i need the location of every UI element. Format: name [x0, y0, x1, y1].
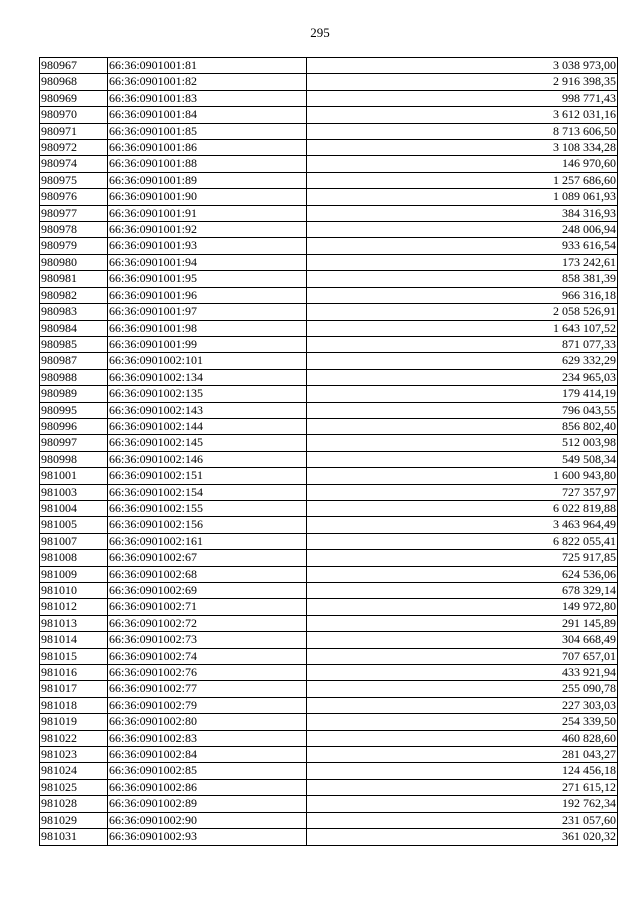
- record-number-cell: 981012: [40, 599, 108, 615]
- record-number-cell: 980979: [40, 238, 108, 254]
- record-number-cell: 980980: [40, 254, 108, 270]
- cadastral-number-cell: 66:36:0901001:92: [108, 222, 307, 238]
- cadastral-value-cell: 966 316,18: [307, 287, 618, 303]
- record-number-cell: 981029: [40, 812, 108, 828]
- table-row: [40, 812, 618, 828]
- table-row: [40, 632, 618, 648]
- cadastral-value-cell: 149 972,80: [307, 599, 618, 615]
- table-row: [40, 222, 618, 238]
- table-row: [40, 550, 618, 566]
- table-row: [40, 533, 618, 549]
- cadastral-value-cell: 725 917,85: [307, 550, 618, 566]
- cadastral-value-cell: 173 242,61: [307, 254, 618, 270]
- record-number-cell: 981005: [40, 517, 108, 533]
- cadastral-value-cell: 248 006,94: [307, 222, 618, 238]
- table-row: [40, 435, 618, 451]
- cadastral-number-cell: 66:36:0901001:91: [108, 205, 307, 221]
- record-number-cell: 981025: [40, 779, 108, 795]
- cadastral-number-cell: 66:36:0901002:90: [108, 812, 307, 828]
- table-row: [40, 304, 618, 320]
- cadastral-value-cell: 796 043,55: [307, 402, 618, 418]
- cadastral-number-cell: 66:36:0901001:99: [108, 336, 307, 352]
- cadastral-value-cell: 2 916 398,35: [307, 74, 618, 90]
- table-row: [40, 484, 618, 500]
- record-number-cell: 981013: [40, 615, 108, 631]
- record-number-cell: 981016: [40, 665, 108, 681]
- cadastral-value-cell: 707 657,01: [307, 648, 618, 664]
- cadastral-number-cell: 66:36:0901001:95: [108, 271, 307, 287]
- cadastral-value-cell: 254 339,50: [307, 714, 618, 730]
- record-number-cell: 980977: [40, 205, 108, 221]
- cadastral-value-cell: 678 329,14: [307, 583, 618, 599]
- cadastral-value-cell: 6 822 055,41: [307, 533, 618, 549]
- cadastral-number-cell: 66:36:0901002:67: [108, 550, 307, 566]
- cadastral-number-cell: 66:36:0901002:89: [108, 796, 307, 812]
- cadastral-value-cell: 234 965,03: [307, 369, 618, 385]
- cadastral-number-cell: 66:36:0901002:151: [108, 468, 307, 484]
- table-row: [40, 763, 618, 779]
- table-row: [40, 402, 618, 418]
- cadastral-number-cell: 66:36:0901001:94: [108, 254, 307, 270]
- cadastral-number-cell: 66:36:0901002:68: [108, 566, 307, 582]
- cadastral-value-cell: 281 043,27: [307, 747, 618, 763]
- cadastral-value-cell: 124 456,18: [307, 763, 618, 779]
- table-row: [40, 648, 618, 664]
- cadastral-value-cell: 1 257 686,60: [307, 172, 618, 188]
- cadastral-number-cell: 66:36:0901001:84: [108, 107, 307, 123]
- cadastral-value-cell: 304 668,49: [307, 632, 618, 648]
- record-number-cell: 981014: [40, 632, 108, 648]
- record-number-cell: 980983: [40, 304, 108, 320]
- record-number-cell: 981019: [40, 714, 108, 730]
- cadastral-number-cell: 66:36:0901002:86: [108, 779, 307, 795]
- cadastral-number-cell: 66:36:0901002:80: [108, 714, 307, 730]
- cadastral-value-cell: 512 003,98: [307, 435, 618, 451]
- cadastral-number-cell: 66:36:0901002:161: [108, 533, 307, 549]
- cadastral-number-cell: 66:36:0901002:143: [108, 402, 307, 418]
- record-number-cell: 980996: [40, 418, 108, 434]
- table-row: [40, 353, 618, 369]
- record-number-cell: 980974: [40, 156, 108, 172]
- record-number-cell: 980988: [40, 369, 108, 385]
- record-number-cell: 980978: [40, 222, 108, 238]
- record-number-cell: 980997: [40, 435, 108, 451]
- cadastral-number-cell: 66:36:0901001:81: [108, 58, 307, 74]
- cadastral-value-cell: 856 802,40: [307, 418, 618, 434]
- record-number-cell: 980970: [40, 107, 108, 123]
- cadastral-value-cell: 227 303,03: [307, 697, 618, 713]
- cadastral-number-cell: 66:36:0901001:93: [108, 238, 307, 254]
- table-row: [40, 238, 618, 254]
- record-number-cell: 981009: [40, 566, 108, 582]
- cadastral-number-cell: 66:36:0901001:88: [108, 156, 307, 172]
- cadastral-number-cell: 66:36:0901002:77: [108, 681, 307, 697]
- table-row: [40, 468, 618, 484]
- table-row: [40, 714, 618, 730]
- cadastral-value-cell: 6 022 819,88: [307, 500, 618, 516]
- table-row: [40, 665, 618, 681]
- cadastral-number-cell: 66:36:0901001:86: [108, 140, 307, 156]
- cadastral-value-cell: 1 600 943,80: [307, 468, 618, 484]
- table-row: [40, 583, 618, 599]
- cadastral-value-cell: 727 357,97: [307, 484, 618, 500]
- table-row: [40, 697, 618, 713]
- record-number-cell: 980998: [40, 451, 108, 467]
- cadastral-number-cell: 66:36:0901002:85: [108, 763, 307, 779]
- table-row: [40, 599, 618, 615]
- cadastral-value-cell: 3 108 334,28: [307, 140, 618, 156]
- cadastral-value-cell: 3 463 964,49: [307, 517, 618, 533]
- table-row: [40, 681, 618, 697]
- record-number-cell: 980987: [40, 353, 108, 369]
- table-row: [40, 205, 618, 221]
- cadastral-number-cell: 66:36:0901002:69: [108, 583, 307, 599]
- cadastral-number-cell: 66:36:0901001:98: [108, 320, 307, 336]
- table-row: [40, 418, 618, 434]
- table-row: [40, 566, 618, 582]
- page-number: 295: [310, 25, 330, 40]
- table-row: [40, 58, 618, 74]
- cadastral-number-cell: 66:36:0901001:89: [108, 172, 307, 188]
- cadastral-number-cell: 66:36:0901002:84: [108, 747, 307, 763]
- record-number-cell: 981015: [40, 648, 108, 664]
- record-number-cell: 981024: [40, 763, 108, 779]
- cadastral-number-cell: 66:36:0901002:93: [108, 829, 307, 845]
- cadastral-value-cell: 998 771,43: [307, 90, 618, 106]
- record-number-cell: 981023: [40, 747, 108, 763]
- record-number-cell: 981001: [40, 468, 108, 484]
- table-row: [40, 189, 618, 205]
- cadastral-number-cell: 66:36:0901002:146: [108, 451, 307, 467]
- cadastral-number-cell: 66:36:0901001:96: [108, 287, 307, 303]
- record-number-cell: 981008: [40, 550, 108, 566]
- cadastral-value-cell: 231 057,60: [307, 812, 618, 828]
- table-row: [40, 156, 618, 172]
- table-row: [40, 254, 618, 270]
- cadastral-value-cell: 2 058 526,91: [307, 304, 618, 320]
- cadastral-value-cell: 146 970,60: [307, 156, 618, 172]
- cadastral-number-cell: 66:36:0901002:155: [108, 500, 307, 516]
- record-number-cell: 981018: [40, 697, 108, 713]
- record-number-cell: 980984: [40, 320, 108, 336]
- cadastral-value-cell: 179 414,19: [307, 386, 618, 402]
- cadastral-number-cell: 66:36:0901002:135: [108, 386, 307, 402]
- cadastral-value-cell: 271 615,12: [307, 779, 618, 795]
- record-number-cell: 981004: [40, 500, 108, 516]
- cadastral-value-cell: 624 536,06: [307, 566, 618, 582]
- record-number-cell: 981022: [40, 730, 108, 746]
- table-row: [40, 74, 618, 90]
- record-number-cell: 981010: [40, 583, 108, 599]
- table-row: [40, 779, 618, 795]
- cadastral-value-cell: 629 332,29: [307, 353, 618, 369]
- table-row: [40, 796, 618, 812]
- table-row: [40, 287, 618, 303]
- cadastral-number-cell: 66:36:0901002:79: [108, 697, 307, 713]
- cadastral-value-cell: 1 089 061,93: [307, 189, 618, 205]
- record-number-cell: 980976: [40, 189, 108, 205]
- cadastral-value-table: [39, 57, 618, 846]
- table-row: [40, 369, 618, 385]
- record-number-cell: 981003: [40, 484, 108, 500]
- table-row: [40, 615, 618, 631]
- cadastral-number-cell: 66:36:0901002:101: [108, 353, 307, 369]
- record-number-cell: 981028: [40, 796, 108, 812]
- table-body: [40, 58, 618, 846]
- record-number-cell: 981031: [40, 829, 108, 845]
- cadastral-number-cell: 66:36:0901002:154: [108, 484, 307, 500]
- cadastral-value-cell: 858 381,39: [307, 271, 618, 287]
- cadastral-number-cell: 66:36:0901002:73: [108, 632, 307, 648]
- table-row: [40, 271, 618, 287]
- table-row: [40, 517, 618, 533]
- cadastral-value-cell: 3 038 973,00: [307, 58, 618, 74]
- record-number-cell: 980981: [40, 271, 108, 287]
- cadastral-number-cell: 66:36:0901002:145: [108, 435, 307, 451]
- table-row: [40, 140, 618, 156]
- record-number-cell: 981007: [40, 533, 108, 549]
- table-row: [40, 107, 618, 123]
- table-row: [40, 730, 618, 746]
- cadastral-value-cell: 291 145,89: [307, 615, 618, 631]
- cadastral-value-cell: 460 828,60: [307, 730, 618, 746]
- table-row: [40, 500, 618, 516]
- cadastral-number-cell: 66:36:0901001:85: [108, 123, 307, 139]
- table-row: [40, 829, 618, 845]
- table-row: [40, 336, 618, 352]
- cadastral-value-cell: 549 508,34: [307, 451, 618, 467]
- cadastral-number-cell: 66:36:0901001:83: [108, 90, 307, 106]
- table-row: [40, 90, 618, 106]
- cadastral-number-cell: 66:36:0901002:83: [108, 730, 307, 746]
- cadastral-value-cell: 433 921,94: [307, 665, 618, 681]
- cadastral-value-cell: 8 713 606,50: [307, 123, 618, 139]
- table-row: [40, 747, 618, 763]
- cadastral-value-cell: 192 762,34: [307, 796, 618, 812]
- record-number-cell: 980968: [40, 74, 108, 90]
- cadastral-value-cell: 361 020,32: [307, 829, 618, 845]
- cadastral-number-cell: 66:36:0901002:72: [108, 615, 307, 631]
- table-row: [40, 320, 618, 336]
- table-row: [40, 172, 618, 188]
- cadastral-value-cell: 384 316,93: [307, 205, 618, 221]
- cadastral-number-cell: 66:36:0901002:74: [108, 648, 307, 664]
- record-number-cell: 980967: [40, 58, 108, 74]
- record-number-cell: 980989: [40, 386, 108, 402]
- record-number-cell: 980995: [40, 402, 108, 418]
- cadastral-number-cell: 66:36:0901002:134: [108, 369, 307, 385]
- record-number-cell: 980982: [40, 287, 108, 303]
- record-number-cell: 980969: [40, 90, 108, 106]
- cadastral-number-cell: 66:36:0901002:156: [108, 517, 307, 533]
- record-number-cell: 980975: [40, 172, 108, 188]
- cadastral-value-cell: 933 616,54: [307, 238, 618, 254]
- table-row: [40, 451, 618, 467]
- record-number-cell: 980971: [40, 123, 108, 139]
- record-number-cell: 981017: [40, 681, 108, 697]
- cadastral-value-cell: 3 612 031,16: [307, 107, 618, 123]
- cadastral-value-cell: 1 643 107,52: [307, 320, 618, 336]
- record-number-cell: 980972: [40, 140, 108, 156]
- cadastral-number-cell: 66:36:0901001:90: [108, 189, 307, 205]
- cadastral-number-cell: 66:36:0901002:144: [108, 418, 307, 434]
- cadastral-number-cell: 66:36:0901002:71: [108, 599, 307, 615]
- table-row: [40, 386, 618, 402]
- cadastral-value-cell: 255 090,78: [307, 681, 618, 697]
- record-number-cell: 980985: [40, 336, 108, 352]
- cadastral-number-cell: 66:36:0901001:82: [108, 74, 307, 90]
- cadastral-number-cell: 66:36:0901002:76: [108, 665, 307, 681]
- cadastral-value-cell: 871 077,33: [307, 336, 618, 352]
- table-row: [40, 123, 618, 139]
- cadastral-number-cell: 66:36:0901001:97: [108, 304, 307, 320]
